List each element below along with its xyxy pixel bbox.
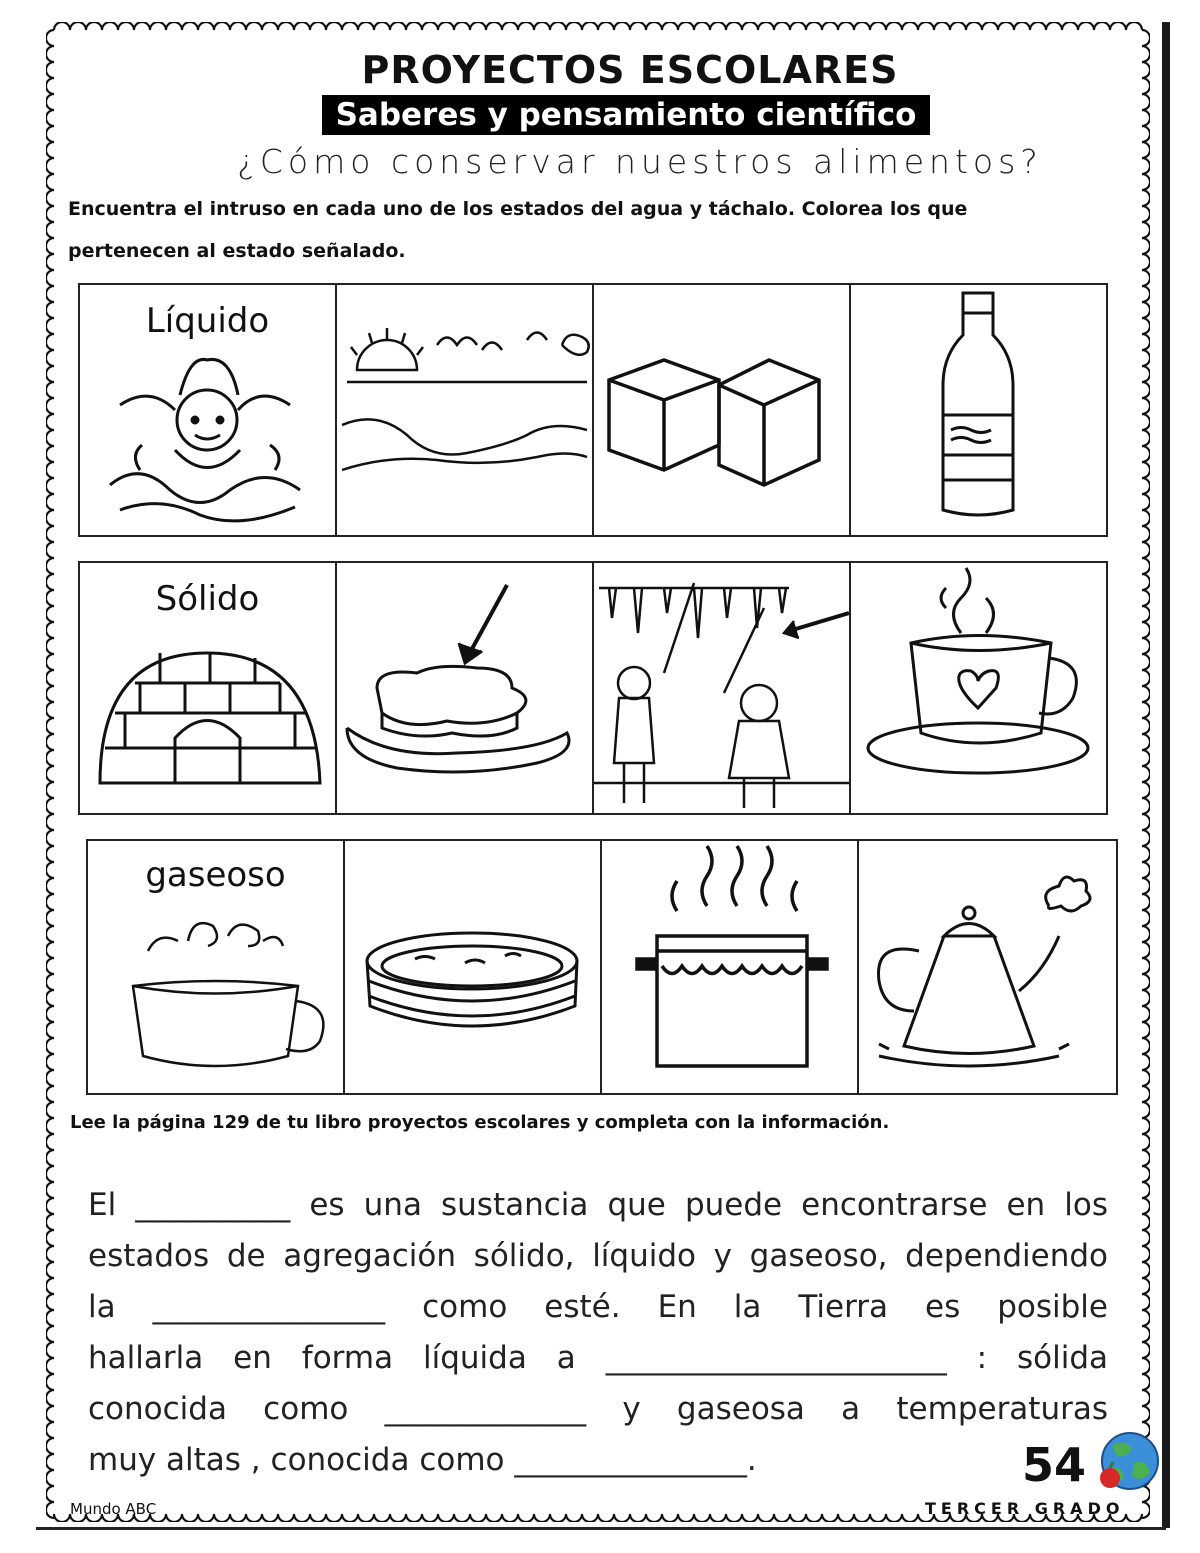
- page-edge-shadow: [1162, 22, 1170, 1528]
- blank-4[interactable]: _____________: [384, 1391, 587, 1427]
- blank-3[interactable]: ______________________: [605, 1340, 947, 1376]
- state-label-solid: Sólido: [155, 579, 260, 619]
- melting-ice-icon: [337, 563, 592, 813]
- fill-in-paragraph: [88, 1180, 1108, 1486]
- igloo-icon: [80, 563, 335, 813]
- brand-footer: Mundo ABC: [70, 1500, 157, 1518]
- page-number: 54: [1022, 1438, 1087, 1492]
- pool-icon: [345, 841, 600, 1093]
- para-line-1: El __________ es una sustancia que puede encontrarse en los: [88, 1187, 1108, 1223]
- globe-logo-icon: [1092, 1428, 1162, 1498]
- cell-hot-cup[interactable]: [851, 563, 1106, 813]
- para-line-5: conocida como _____________ y gaseosa a temperaturas: [88, 1391, 1109, 1427]
- grade-footer: TERCER GRADO: [925, 1499, 1125, 1518]
- para-line-3: la _______________ como esté. En la Tierra es posible: [88, 1289, 1108, 1325]
- blank-5[interactable]: _______________.: [514, 1442, 757, 1478]
- guiding-question: ¿Cómo conservar nuestros alimentos?: [237, 142, 1043, 181]
- steaming-cup-icon: [88, 841, 343, 1093]
- state-label-liquid: Líquido: [145, 301, 270, 341]
- splash-girl-icon: [80, 285, 335, 535]
- boiling-pot-icon: [602, 841, 857, 1093]
- icicles-children-icon: [594, 563, 849, 813]
- cell-pool[interactable]: [345, 841, 602, 1093]
- blank-2[interactable]: _______________: [152, 1289, 386, 1325]
- river-landscape-icon: [337, 285, 592, 535]
- para-line-4: hallarla en forma líquida a ______________________ : sólida: [88, 1340, 1109, 1376]
- cell-melting-ice[interactable]: [337, 563, 594, 813]
- row-liquid: [78, 283, 1108, 537]
- page-bottom-line: [36, 1527, 1166, 1530]
- cell-river-landscape[interactable]: [337, 285, 594, 535]
- instruction-line-2: pertenecen al estado señalado.: [68, 240, 406, 262]
- teapot-icon: [859, 841, 1114, 1093]
- cell-water-bottle[interactable]: [851, 285, 1106, 535]
- row-gas: [86, 839, 1118, 1095]
- ice-cubes-icon: [594, 285, 849, 535]
- cell-igloo[interactable]: [80, 563, 337, 813]
- page-title: PROYECTOS ESCOLARES: [361, 48, 899, 92]
- cell-teapot[interactable]: [859, 841, 1116, 1093]
- reading-instruction: Lee la página 129 de tu libro proyectos escolares y completa con la información.: [70, 1112, 890, 1133]
- para-line-2: estados de agregación sólido, líquido y gaseoso, dependiendo: [88, 1238, 1108, 1274]
- para-line-6: muy altas , conocida como _______________.: [88, 1442, 757, 1478]
- row-solid: [78, 561, 1108, 815]
- subject-banner: Saberes y pensamiento científico: [322, 95, 930, 135]
- cell-boiling-pot[interactable]: [602, 841, 859, 1093]
- hot-cup-icon: [851, 563, 1106, 813]
- instruction-line-1: Encuentra el intruso en cada uno de los estados del agua y táchalo. Colorea los que: [68, 198, 968, 220]
- cell-icicles-children[interactable]: [594, 563, 851, 813]
- cell-ice-cubes[interactable]: [594, 285, 851, 535]
- water-bottle-icon: [851, 285, 1106, 535]
- blank-1[interactable]: __________: [135, 1187, 291, 1223]
- cell-splash-girl[interactable]: [80, 285, 337, 535]
- state-label-gas: gaseoso: [145, 855, 286, 895]
- cell-steaming-cup[interactable]: [88, 841, 345, 1093]
